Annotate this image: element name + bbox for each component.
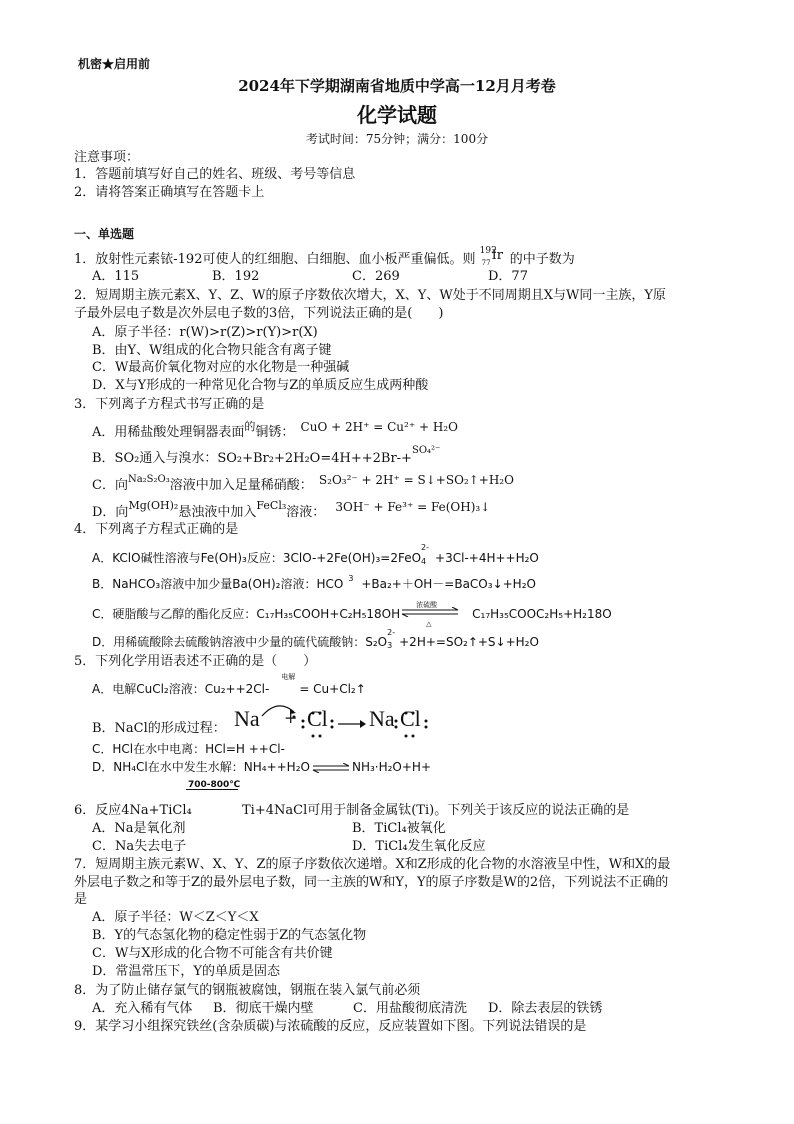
q5-d-right: NH₃·H₂O+H+ xyxy=(351,760,432,774)
q4-c-reversible-arrow xyxy=(400,601,460,628)
q4-a-charge: 2- xyxy=(421,543,430,552)
q5-b-product-cl: Cl xyxy=(400,706,421,731)
q3-d-reagent2: FeCl₃ xyxy=(256,499,287,512)
q7-stem-line3: 是 xyxy=(74,892,88,907)
subject-title: 化学试题 xyxy=(357,103,437,127)
q3-c-text1: C．向 xyxy=(92,478,128,493)
q7-option-b[interactable]: B．Y的气态氢化物的稳定性弱于Z的气态氢化物 xyxy=(92,928,367,943)
q8-option-d[interactable]: D．除去表层的铁锈 xyxy=(488,1001,603,1016)
q4-b-tail: +Ba₂+＋OH－=BaCO₃↓+H₂O xyxy=(361,577,536,591)
q9-stem: 9．某学习小组探究铁丝(含杂质碳)与浓硫酸的反应，反应装置如下图。下列说法错误的是 xyxy=(74,1019,587,1034)
q3-option-d[interactable] xyxy=(92,499,491,521)
q1-option-c[interactable]: C．269 xyxy=(352,269,400,284)
q2-option-a[interactable]: A．原子半径：r(W)>r(Z)>r(Y)>r(X) xyxy=(92,325,318,340)
q3-c-equation: S₂O₃²⁻ + 2H⁺ = S↓+SO₂↑+H₂O xyxy=(318,473,514,487)
q1-stem-end: 的中子数为 xyxy=(509,252,575,267)
q3-d-text2: 悬浊液中加入 xyxy=(178,505,257,520)
q3-option-a[interactable] xyxy=(92,420,458,441)
q4-c-cond2: △ xyxy=(426,620,432,628)
q7-option-a[interactable]: A．原子半径：W＜Z＜Y＜X xyxy=(92,910,259,925)
q4-a-tail: +3Cl-+4H++H₂O xyxy=(435,551,539,565)
q5-b-text: B．NaCl的形成过程： xyxy=(92,721,226,736)
q3-a-text2: 铜锈： xyxy=(255,425,295,440)
equilibrium-arrow-icon xyxy=(312,763,350,773)
q7-stem-line2: 外层电子数之和等于Z的最外层电子数，同一主族的W和Y，Y的原子序数是W的2倍，下列说法不正确的 xyxy=(74,875,669,890)
q4-stem: 4．下列离子方程式正确的是 xyxy=(74,522,239,537)
q6-option-a[interactable]: A．Na是氧化剂 xyxy=(92,821,186,836)
q4-a-ion-scripts xyxy=(421,543,435,566)
secret-label: 机密★启用前 xyxy=(78,57,151,71)
q3-stem: 3．下列离子方程式书写正确的是 xyxy=(74,397,265,412)
q6-stem-left: 6．反应4Na+TiCl₄ xyxy=(74,803,192,818)
q8-stem: 8．为了防止储存氯气的钢瓶被腐蚀，钢瓶在装入氯气前必须 xyxy=(74,983,421,998)
q6-stem-right: Ti+4NaCl可用于制备金属钛(Ti)。下列关于该反应的说法正确的是 xyxy=(242,803,630,818)
q4-d-ion-scripts xyxy=(387,628,399,650)
plus-icon: + xyxy=(284,708,298,727)
q1-option-b[interactable]: B．192 xyxy=(212,269,260,284)
q2-option-d[interactable]: D．X与Y形成的一种常见化合物与Z的单质反应生成两种酸 xyxy=(92,378,429,393)
q4-c-right: C₁₇H₃₅COOC₂H₅+H₂18O xyxy=(472,607,612,621)
q3-d-equation: 3OH⁻ + Fe³⁺ = Fe(OH)₃↓ xyxy=(335,500,491,514)
notice-title: 注意事项： xyxy=(74,150,140,165)
q4-a-sub: 4 xyxy=(421,557,427,566)
q2-option-b[interactable]: B．由Y、W组成的化合物只能含有离子键 xyxy=(92,343,332,358)
q7-option-c[interactable]: C．W与X形成的化合物不可能含有共价键 xyxy=(92,946,333,961)
q4-d-text: D．用稀硫酸除去硫酸钠溶液中少量的硫代硫酸钠：S₂O xyxy=(92,635,388,649)
q4-option-d[interactable] xyxy=(92,628,539,650)
q6-condition: 700-800℃ xyxy=(188,780,241,790)
q5-b-na: Na xyxy=(234,706,260,731)
q5-a-cond-wrap xyxy=(269,673,299,695)
q3-a-de: 的 xyxy=(244,420,256,433)
q5-a-text: A．电解CuCl₂溶液：Cu₂++2Cl- xyxy=(92,682,270,696)
q6-option-b[interactable]: B．TiCl₄被氧化 xyxy=(352,821,446,836)
q8-option-b[interactable]: B．彻底干燥内壁 xyxy=(213,1001,314,1016)
q5-b-product-na: Na xyxy=(369,706,395,731)
q2-stem-line2: 子最外层电子数是次外层电子数的3倍，下列说法正确的是( ) xyxy=(74,306,444,321)
q6-option-d[interactable]: D．TiCl₄发生氧化反应 xyxy=(352,839,486,854)
notice-item-1: 1．答题前填写好自己的姓名、班级、考号等信息 xyxy=(74,167,356,182)
q4-c-cond: 浓硫酸 xyxy=(416,601,438,609)
q4-b-ion-scripts xyxy=(343,576,361,590)
q1-isotope xyxy=(479,246,506,268)
q5-option-a[interactable] xyxy=(92,673,366,697)
q4-option-a[interactable] xyxy=(92,543,539,566)
q4-b-sub: 3 xyxy=(348,574,354,583)
section-title: 一、单选题 xyxy=(74,227,135,241)
exam-title: 2024年下学期湖南省地质中学高一12月月考卷 xyxy=(238,77,556,95)
q5-a-cond: 电解 xyxy=(281,673,296,681)
q3-d-reagent: Mg(OH)₂ xyxy=(128,499,179,512)
q3-option-b[interactable] xyxy=(92,445,441,468)
q3-option-c[interactable] xyxy=(92,473,514,495)
q3-b-text: B．SO₂通入与溴水：SO₂+Br₂+2H₂O=4H++2Br-+ xyxy=(92,451,412,466)
q5-option-c[interactable]: C．HCl在水中电离：HCl=H ++Cl- xyxy=(92,742,285,756)
q1-stem xyxy=(74,246,575,268)
q8-option-c[interactable]: C．用盐酸彻底清洗 xyxy=(353,1001,467,1016)
q7-option-d[interactable]: D．常温常压下，Y的单质是固态 xyxy=(92,964,281,979)
q3-c-text2: 溶液中加入足量稀硝酸： xyxy=(169,478,313,493)
time-score: 考试时间：75分钟；满分：100分 xyxy=(305,132,489,146)
q6-condition-underline xyxy=(186,789,238,790)
q7-stem-line1: 7．短周期主族元素W、X、Y、Z的原子序数依次递增。X和Z形成的化合物的水溶液呈中性，W和X的最 xyxy=(74,857,671,872)
q4-d-charge: 2- xyxy=(387,628,396,637)
q4-a-text: A．KClO碱性溶液与Fe(OH)₃反应：3ClO-+2Fe(OH)₃=2FeO xyxy=(92,551,422,565)
q3-d-text1: D．向 xyxy=(92,505,129,520)
q5-option-b[interactable] xyxy=(92,718,226,734)
q1-iso-mass: 192 xyxy=(479,246,497,256)
q4-d-sub: 3 xyxy=(387,641,393,650)
q3-a-text: A．用稀盐酸处理铜器表面 xyxy=(92,425,245,440)
q2-stem-line1: 2．短周期主族元素X、Y、Z、W的原子序数依次增大，X、Y、W处于不同周期且X与W同一主族，Y原 xyxy=(74,288,666,303)
q1-iso-symbol: Ir xyxy=(491,248,503,263)
nacl-formation-diagram xyxy=(234,700,444,738)
q1-option-d[interactable]: D．77 xyxy=(488,269,528,284)
q1-option-a[interactable]: A．115 xyxy=(92,269,140,284)
q4-c-left: C．硬脂酸与乙醇的酯化反应：C₁₇H₃₅COOH+C₂H₅18OH xyxy=(92,607,401,621)
q4-b-text: B．NaHCO₃溶液中加少量Ba(OH)₂溶液：HCO xyxy=(92,577,344,591)
q2-option-c[interactable]: C．W最高价氧化物对应的水化物是一种强碱 xyxy=(92,360,350,375)
q5-a-tail: = Cu+Cl₂↑ xyxy=(299,682,366,696)
q1-stem-text: 1．放射性元素铱-192可使人的红细胞、白细胞、血小板严重偏低。则 xyxy=(74,252,476,267)
notice-item-2: 2．请将答案正确填写在答题卡上 xyxy=(74,185,265,200)
q4-d-tail: +2H+=SO₂↑+S↓+H₂O xyxy=(399,635,539,649)
q4-option-b[interactable] xyxy=(92,576,536,592)
q3-c-reagent: Na₂S₂O₃ xyxy=(127,474,170,485)
q5-option-d[interactable] xyxy=(92,759,431,775)
q3-b-ion: SO₄²⁻ xyxy=(411,445,441,456)
q3-d-text3: 溶液： xyxy=(286,505,326,520)
q3-a-equation: CuO + 2H⁺ = Cu²⁺ + H₂O xyxy=(300,420,458,434)
q4-option-c[interactable] xyxy=(92,601,612,628)
q6-option-c[interactable]: C．Na失去电子 xyxy=(92,839,187,854)
q5-stem: 5．下列化学用语表述不正确的是（ ） xyxy=(74,654,317,669)
q5-b-cl: Cl xyxy=(307,706,328,731)
q1-iso-atomic: 77 xyxy=(481,259,491,267)
q5-d-left: D．NH₄Cl在水中发生水解：NH₄++H₂O xyxy=(92,760,310,774)
q8-option-a[interactable]: A．充入稀有气体 xyxy=(92,1001,193,1016)
